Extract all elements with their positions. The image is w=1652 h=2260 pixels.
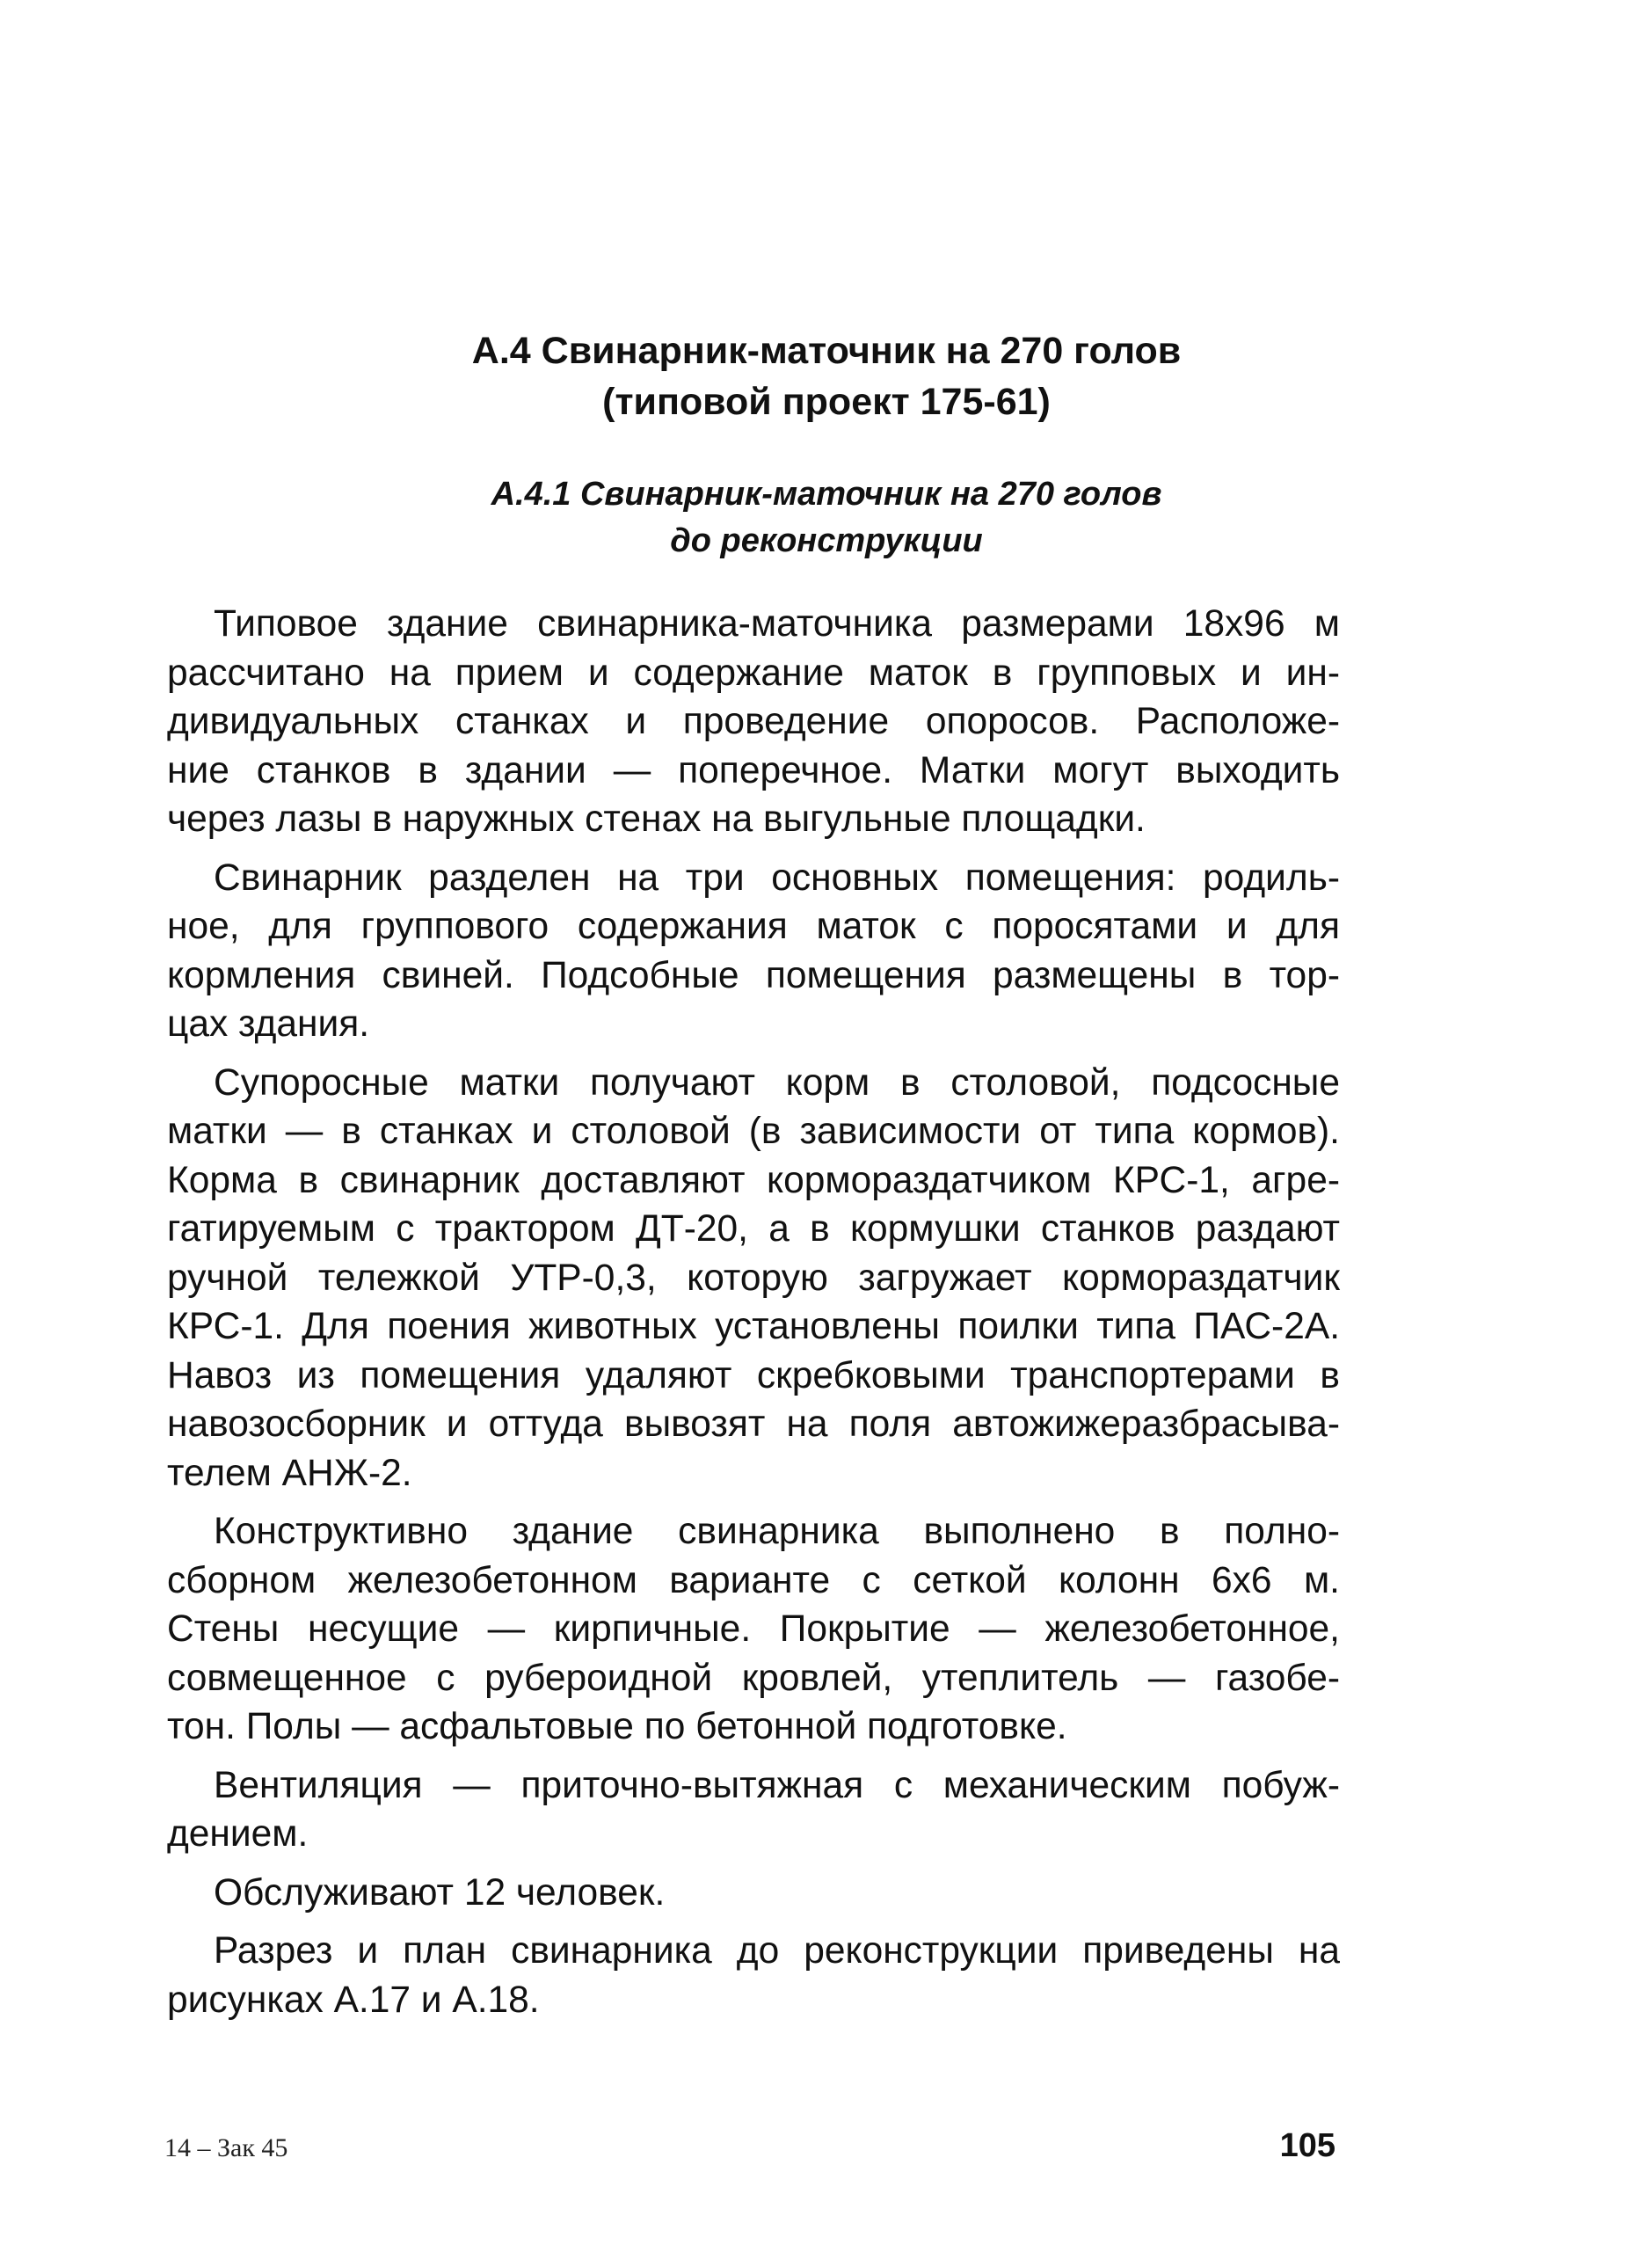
text-line: Стены несущие — кирпичные. Покрытие — железобетонное, [167, 1608, 1340, 1650]
subsection-heading [246, 471, 1407, 565]
text-line: ние станков в здании — поперечное. Матки могут выходить [167, 749, 1340, 791]
paragraph [167, 854, 1340, 1049]
text-line: через лазы в наружных стенах на выгульные площадки. [167, 798, 1146, 840]
paragraph [167, 1059, 1340, 1498]
text-line: Конструктивно здание свинарника выполнено в полно- [214, 1511, 1340, 1552]
text-line: Разрез и план свинарника до реконструкции приведены на [214, 1930, 1340, 1972]
text-line: Вентиляция — приточно-вытяжная с механическим побуж- [214, 1764, 1340, 1806]
text-line: Типовое здание свинарника-маточника размерами 18х96 м [214, 603, 1340, 645]
paragraph [167, 1507, 1340, 1752]
text-line: дением. [167, 1813, 309, 1855]
text-line: совмещенное с рубероидной кровлей, утеплитель — газобе- [167, 1657, 1340, 1699]
body-text [167, 600, 1340, 2034]
text-line: дивидуальных станках и проведение опоросов. Расположе- [167, 701, 1340, 742]
text-line: рассчитано на прием и содержание маток в групповых и ин- [167, 652, 1340, 694]
paragraph [167, 1761, 1340, 1859]
page-number: 105 [1279, 2127, 1335, 2164]
paragraph [167, 1927, 1340, 2024]
text-line: Корма в свинарник доставляют кормораздатчиком КРС-1, агре- [167, 1159, 1340, 1201]
text-line: матки — в станках и столовой (в зависимости от типа кормов). [167, 1111, 1340, 1152]
text-line: кормления свиней. Подсобные помещения размещены в тор- [167, 954, 1340, 996]
text-line: Супоросные матки получают корм в столовой, подсосные [214, 1061, 1340, 1104]
section-heading [246, 325, 1407, 427]
text-line: ное, для группового содержания маток с поросятами и для [167, 906, 1340, 947]
text-line: тон. Полы — асфальтовые по бетонной подготовке. [167, 1706, 1067, 1747]
text-line: ручной тележкой УТР-0,3, которую загружает кормораздатчик [167, 1257, 1340, 1299]
text-line: сборном железобетонном варианте с сеткой колонн 6х6 м. [167, 1559, 1340, 1601]
subsection-heading-line: до реконструкции [670, 522, 983, 559]
paragraph [167, 600, 1340, 844]
text-line: телем АНЖ-2. [167, 1452, 412, 1494]
text-line: рисунках А.17 и А.18. [167, 1979, 540, 2021]
text-line: Свинарник разделен на три основных помещения: родиль- [214, 857, 1340, 899]
section-heading-line: (типовой проект 175-61) [602, 381, 1051, 423]
text-line: цах здания. [167, 1003, 370, 1045]
printer-signature: 14 – Зак 45 [164, 2133, 288, 2162]
text-line: гатируемым с трактором ДТ-20, а в кормушки станков раздают [167, 1208, 1340, 1250]
text-line: КРС-1. Для поения животных установлены поилки типа ПАС-2А. [167, 1306, 1340, 1347]
text-line: Обслуживают 12 человек. [214, 1871, 666, 1914]
section-heading-line: А.4 Свинарник-маточник на 270 голов [471, 330, 1182, 372]
paragraph [167, 1869, 1340, 1918]
text-line: навозосборник и оттуда вывозят на поля автожижеразбрасыва- [167, 1403, 1340, 1445]
text-line: Навоз из помещения удаляют скребковыми транспортерами в [167, 1354, 1340, 1396]
subsection-heading-line: А.4.1 Свинарник-маточник на 270 голов [491, 476, 1162, 513]
